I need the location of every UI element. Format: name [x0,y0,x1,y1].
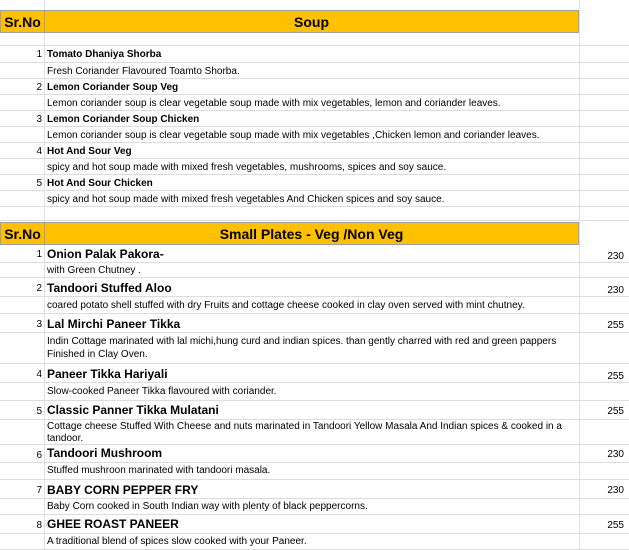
table-row [0,278,629,297]
section-title-soup: Soup [45,10,579,33]
item-number: 1 [36,249,42,260]
item-number: 5 [36,178,42,189]
item-price: 255 [607,520,624,531]
item-number: 7 [36,485,42,496]
table-row [0,175,629,191]
item-number: 1 [36,49,42,60]
item-description: A traditional blend of spices slow cooked with your Paneer. [47,536,307,547]
soup-header-row [0,10,629,33]
table-row [0,297,629,314]
item-number: 6 [36,450,42,461]
item-number: 2 [36,82,42,93]
item-description: Slow-cooked Paneer Tikka flavoured with coriander. [47,386,277,397]
item-price: 230 [607,285,624,296]
table-row [0,159,629,175]
table-row [0,127,629,143]
item-description: spicy and hot soup made with mixed fresh vegetables, mushrooms, spices and soy sauce. [47,162,447,173]
item-number: 4 [36,146,42,157]
item-number: 3 [36,319,42,330]
item-name: Lemon Coriander Soup Veg [47,82,179,93]
section-title-small-plates: Small Plates - Veg /Non Veg [45,222,579,245]
table-row [0,364,629,383]
blank-row [0,207,629,221]
item-name: Tandoori Stuffed Aloo [47,281,172,295]
table-row [0,63,629,79]
header-srno: Sr.No [0,222,45,245]
item-price: 230 [607,485,624,496]
item-name: Hot And Sour Veg [47,146,132,157]
item-name: Paneer Tikka Hariyali [47,367,168,381]
item-name: Onion Palak Pakora- [47,247,164,261]
item-description: Cottage cheese Stuffed With Cheese and nuts marinated in Tandoori Yellow Masala And Indian spices & cooked in a tandoor. [47,421,562,444]
item-name: Tomato Dhaniya Shorba [47,49,162,60]
table-row [0,445,629,463]
item-price: 230 [607,251,624,262]
table-row [0,333,629,364]
item-price: 255 [607,320,624,331]
item-name: Lal Mirchi Paneer Tikka [47,317,181,331]
item-description: Lemon coriander soup is clear vegetable soup made with mix vegetables ,Chicken lemon and coriander leaves. [47,130,540,141]
table-row [0,480,629,499]
item-description: Baby Corn cooked in South Indian way with plenty of black peppercorns. [47,501,368,512]
table-row [0,515,629,534]
table-row [0,401,629,420]
item-name: Tandoori Mushroom [47,446,163,460]
table-row [0,191,629,207]
table-row [0,111,629,127]
table-row [0,420,629,445]
table-row [0,143,629,159]
item-name: Hot And Sour Chicken [47,178,153,189]
item-name: Lemon Coriander Soup Chicken [47,114,200,125]
item-name: GHEE ROAST PANEER [47,517,179,531]
item-description: spicy and hot soup made with mixed fresh vegetables And Chicken spices and soy sauce. [47,194,445,205]
small-plates-header-row [0,222,629,245]
item-price: 230 [607,449,624,460]
table-row [0,79,629,95]
item-number: 2 [36,283,42,294]
item-description: Stuffed mushroon marinated with tandoori masala. [47,465,271,476]
item-description: coared potato shell stuffed with dry Fruits and cottage cheese cooked in clay oven served with mint chutney. [47,300,525,311]
item-number: 3 [36,114,42,125]
item-number: 5 [36,406,42,417]
table-row [0,463,629,480]
header-srno: Sr.No [0,10,45,33]
item-name: BABY CORN PEPPER FRY [47,483,199,497]
item-number: 8 [36,520,42,531]
table-row [0,245,629,263]
item-description: Lemon coriander soup is clear vegetable soup made with mix vegetables, lemon and coriander leaves. [47,98,501,109]
item-price: 255 [607,406,624,417]
item-price: 255 [607,371,624,382]
item-number: 4 [36,369,42,380]
item-name: Classic Panner Tikka Mulatani [47,403,219,417]
item-description: with Green Chutney . [47,265,141,276]
item-description: Indin Cottage marinated with lal michi,hung curd and indian spices. than gently charred with red and green pappers Finished in Clay Oven. [47,336,557,360]
table-row [0,314,629,333]
table-row [0,534,629,550]
table-row [0,95,629,111]
table-row [0,383,629,401]
blank-row [0,33,629,46]
table-row [0,499,629,515]
table-row [0,46,629,63]
item-description: Fresh Coriander Flavoured Toamto Shorba. [47,66,240,77]
